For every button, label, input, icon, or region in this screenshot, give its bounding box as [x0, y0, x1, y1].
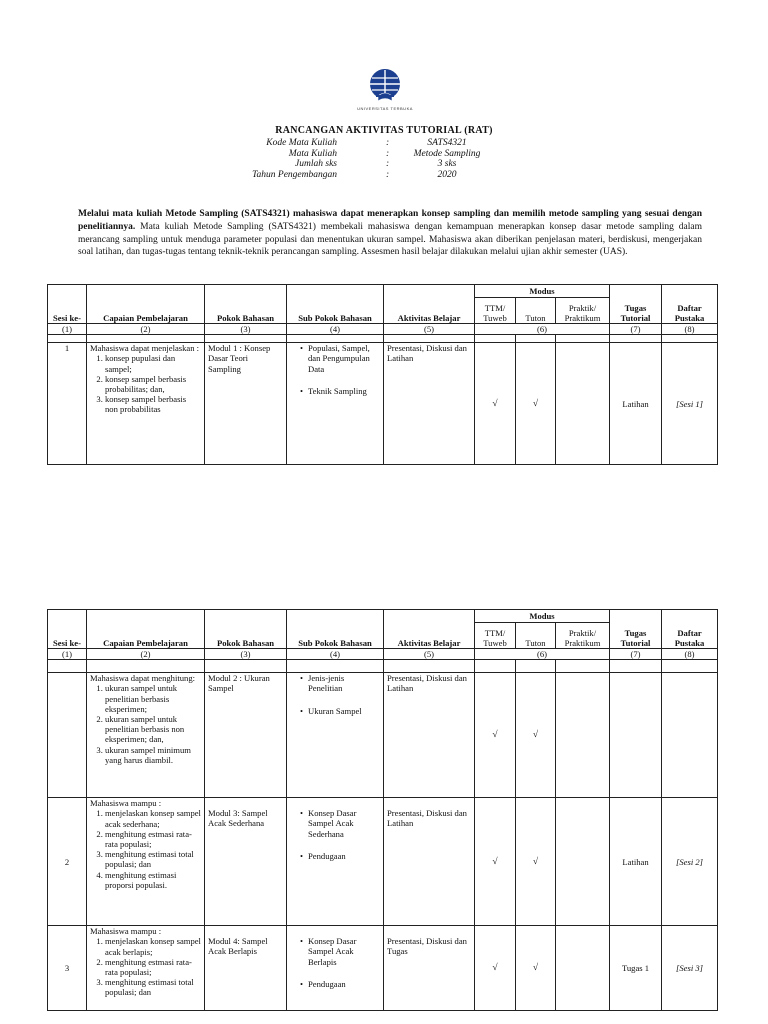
meta-key: Tahun Pengembangan	[252, 169, 337, 180]
header-sesi: Sesi ke-	[48, 610, 87, 649]
sub-pokok-cell	[287, 798, 384, 926]
meta-row	[0, 170, 768, 181]
list-item: 3. menghitung estimasi total populasi; dan	[105, 977, 201, 997]
list-item: 2. konsep sampel berbasis probabilitas; dan,	[105, 374, 201, 394]
praktik-check	[556, 343, 610, 465]
meta-key: Kode Mata Kuliah	[266, 138, 337, 148]
col-number: (5)	[384, 324, 475, 335]
tugas-cell: Tugas 1	[610, 926, 662, 1011]
list-item: 2. menghitung estmasi rata-rata populasi;	[105, 829, 201, 849]
table-row	[48, 673, 718, 798]
description-lead: Melalui mata kuliah Metode Sampling (SATS4321) mahasiswa dapat menerapkan konsep sampling dan memilih metode sampling yang sesuai dengan penelitiannya.	[78, 209, 702, 232]
col-number: (7)	[610, 649, 662, 660]
description-body: Mata kuliah Metode Sampling (SATS4321) membekali mahasiswa dengan kemampuan menerapkan konsep dasar metode sampling dalam merancang sampling untuk menduga parameter populasi dan menentukan ukuran sampel. Mahasiswa akan diberikan penjelasan materi, berdiskusi, mengerjakan soal latihan, dan tugas-tugas tentang teknik-teknik perancangan sampling. Assesmen hasil belajar dilakukan melalui ujian akhir semester (UAS).	[78, 221, 702, 258]
list-item: • Konsep Dasar Sampel Acak Berlapis	[300, 936, 380, 967]
col-number: (2)	[87, 324, 205, 335]
capaian-intro: Mahasiswa mampu :	[90, 926, 162, 937]
tuton-check: √	[516, 673, 556, 798]
col-number: (3)	[205, 649, 287, 660]
header-sub-pokok: Sub Pokok Bahasan	[287, 610, 384, 649]
pustaka-cell: [Sesi 3]	[662, 926, 718, 1011]
list-item: • Jenis-jenis Penelitian	[300, 673, 380, 693]
col-number: (4)	[287, 649, 384, 660]
col-number: (7)	[610, 324, 662, 335]
list-item: 1. konsep pupulasi dan sampel;	[105, 353, 201, 373]
meta-sep: :	[386, 159, 390, 169]
list-item: 1. menjelaskan konsep sampel acak sederhana;	[105, 808, 201, 828]
tuton-check: √	[516, 343, 556, 465]
pustaka-cell	[662, 673, 718, 798]
document-title: RANCANGAN AKTIVITAS TUTORIAL (RAT)	[275, 125, 493, 136]
capaian-intro: Mahasiswa dapat menjelaskan :	[90, 343, 200, 354]
sub-pokok-list	[290, 936, 380, 989]
list-item: • Ukuran Sampel	[300, 706, 380, 716]
aktivitas-cell: Presentasi, Diskusi dan Latihan	[384, 673, 475, 798]
ttm-check: √	[475, 926, 516, 1011]
meta-value: Metode Sampling	[413, 148, 481, 159]
course-description	[78, 208, 702, 259]
header-aktivitas: Aktivitas Belajar	[384, 285, 475, 324]
praktik-check	[556, 926, 610, 1011]
meta-row	[0, 138, 768, 149]
capaian-list	[90, 683, 201, 765]
meta-key: Mata Kuliah	[288, 148, 337, 159]
tuton-check: √	[516, 798, 556, 926]
col-number: (5)	[384, 649, 475, 660]
header-pustaka: Daftar Pustaka	[662, 285, 718, 324]
tugas-cell: Latihan	[610, 343, 662, 465]
pokok-cell: Modul 3: Sampel Acak Sederhana	[205, 798, 287, 926]
header-pokok: Pokok Bahasan	[205, 610, 287, 649]
col-number: (6)	[475, 324, 610, 335]
capaian-list	[90, 353, 201, 414]
tugas-cell	[610, 673, 662, 798]
aktivitas-cell: Presentasi, Diskusi dan Tugas	[384, 926, 475, 1011]
pustaka-cell: [Sesi 2]	[662, 798, 718, 926]
meta-value: SATS4321	[427, 138, 467, 148]
header-capaian: Capaian Pembelajaran	[87, 285, 205, 324]
list-item: 4. menghitung estimasi proporsi populasi.	[105, 870, 201, 890]
capaian-intro: Mahasiswa mampu :	[90, 798, 162, 809]
course-meta	[0, 138, 768, 180]
list-item: • Konsep Dasar Sampel Acak Sederhana	[300, 808, 380, 839]
tugas-cell: Latihan	[610, 798, 662, 926]
header-tuton: Tuton	[516, 298, 556, 324]
capaian-cell	[87, 673, 205, 798]
header-pustaka: Daftar Pustaka	[662, 610, 718, 649]
header-tugas: Tugas Tutorial	[610, 610, 662, 649]
sub-pokok-cell	[287, 673, 384, 798]
meta-sep: :	[386, 138, 390, 148]
header-tugas: Tugas Tutorial	[610, 285, 662, 324]
list-item: • Teknik Sampling	[300, 386, 380, 396]
pustaka-cell: [Sesi 1]	[662, 343, 718, 465]
meta-value: 2020	[437, 169, 457, 180]
header-pokok: Pokok Bahasan	[205, 285, 287, 324]
list-item: 3. ukuran sampel minimum yang harus diambil.	[105, 745, 201, 765]
header-ttm: TTM/ Tuweb	[475, 298, 516, 324]
table-row	[48, 343, 718, 465]
capaian-intro: Mahasiswa dapat menghitung:	[90, 673, 196, 684]
header-sesi: Sesi ke-	[48, 285, 87, 324]
sub-pokok-list	[290, 673, 380, 716]
pokok-cell: Modul 2 : Ukuran Sampel	[205, 673, 287, 798]
list-item: 3. konsep sampel berbasis non probabilitas	[105, 394, 201, 414]
col-number: (6)	[475, 649, 610, 660]
sesi-number	[48, 673, 87, 798]
table-row	[48, 798, 718, 926]
list-item: 1. menjelaskan konsep sampel acak berlapis;	[105, 936, 201, 956]
meta-row	[0, 159, 768, 170]
capaian-cell	[87, 798, 205, 926]
list-item: • Pendugaan	[300, 851, 380, 861]
pokok-cell: Modul 1 : Konsep Dasar Teori Sampling	[205, 343, 287, 465]
header-modus: Modus	[475, 610, 610, 623]
sub-pokok-cell	[287, 343, 384, 465]
col-number: (8)	[662, 649, 718, 660]
col-number: (2)	[87, 649, 205, 660]
university-logo	[354, 66, 416, 112]
capaian-cell	[87, 926, 205, 1011]
meta-key: Jumlah sks	[295, 159, 337, 169]
table-row	[48, 926, 718, 1011]
aktivitas-cell: Presentasi, Diskusi dan Latihan	[384, 798, 475, 926]
sesi-number: 3	[48, 926, 87, 1011]
header-modus: Modus	[475, 285, 610, 298]
header-praktik: Praktik/ Praktikum	[556, 298, 610, 324]
rat-table-1	[47, 284, 718, 465]
list-item: • Populasi, Sampel, dan Pengumpulan Data	[300, 343, 380, 374]
header-ttm: TTM/ Tuweb	[475, 623, 516, 649]
header-praktik: Praktik/ Praktikum	[556, 623, 610, 649]
rat-table-2	[47, 609, 718, 1011]
sub-pokok-list	[290, 808, 380, 861]
list-item: • Pendugaan	[300, 979, 380, 989]
praktik-check	[556, 673, 610, 798]
col-number: (4)	[287, 324, 384, 335]
col-number: (8)	[662, 324, 718, 335]
ttm-check: √	[475, 798, 516, 926]
sub-pokok-cell	[287, 926, 384, 1011]
capaian-cell	[87, 343, 205, 465]
meta-value: 3 sks	[437, 159, 457, 169]
capaian-list	[90, 936, 201, 997]
ttm-check: √	[475, 343, 516, 465]
list-item: 2. menghitung estmasi rata-rata populasi;	[105, 957, 201, 977]
list-item: 2. ukuran sampel untuk penelitian berbasis non eksperimen; dan,	[105, 714, 201, 745]
tuton-check: √	[516, 926, 556, 1011]
university-emblem-icon	[354, 66, 416, 106]
col-number: (1)	[48, 324, 87, 335]
pokok-cell: Modul 4: Sampel Acak Berlapis	[205, 926, 287, 1011]
ttm-check: √	[475, 673, 516, 798]
meta-row	[0, 149, 768, 160]
meta-sep: :	[386, 148, 390, 159]
logo-text: UNIVERSITAS TERBUKA	[357, 106, 413, 111]
sesi-number: 2	[48, 798, 87, 926]
col-number: (1)	[48, 649, 87, 660]
capaian-list	[90, 808, 201, 890]
header-tuton: Tuton	[516, 623, 556, 649]
header-aktivitas: Aktivitas Belajar	[384, 610, 475, 649]
aktivitas-cell: Presentasi, Diskusi dan Latihan	[384, 343, 475, 465]
list-item: 1. ukuran sampel untuk penelitian berbasis eksperimen;	[105, 683, 201, 714]
col-number: (3)	[205, 324, 287, 335]
meta-sep: :	[386, 169, 390, 180]
list-item: 3. menghitung estimasi total populasi; dan	[105, 849, 201, 869]
header-capaian: Capaian Pembelajaran	[87, 610, 205, 649]
header-sub-pokok: Sub Pokok Bahasan	[287, 285, 384, 324]
praktik-check	[556, 798, 610, 926]
sesi-number: 1	[48, 343, 87, 465]
sub-pokok-list	[290, 343, 380, 396]
